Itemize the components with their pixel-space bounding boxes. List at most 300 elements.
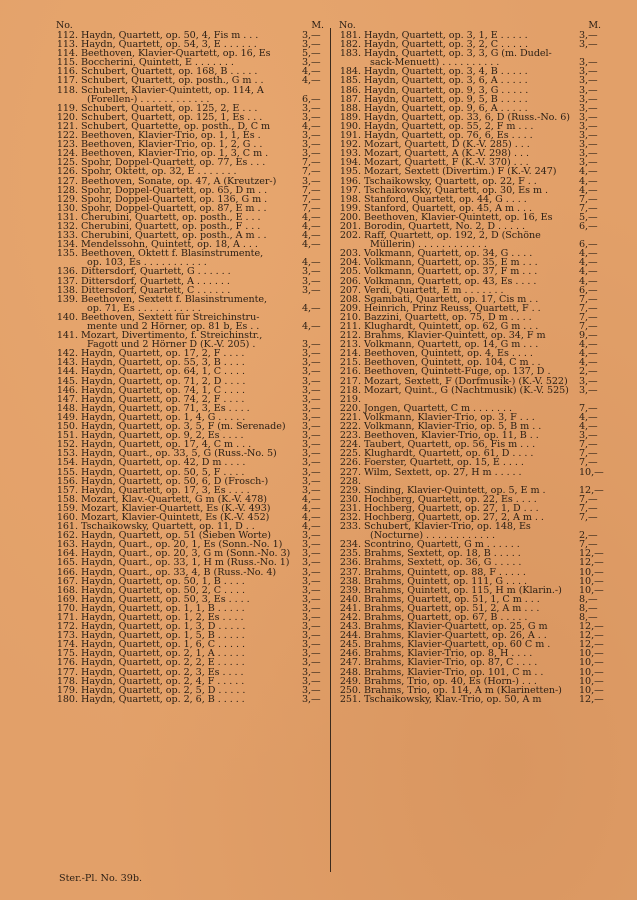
entry-price: 12,— [579,548,604,560]
entry-title: Brahms, Klavier-Quartett, op. 25, G m [364,621,548,633]
entry-price: 3,— [302,457,321,469]
entry-price: 3,— [302,130,321,142]
entry-price: 3,— [302,684,321,696]
entry-title: Tschaikowsky, Quartett, op. 11, D . . [81,521,255,533]
entry-price: 10,— [579,584,604,596]
entry-price: 7,— [302,166,321,178]
entry-number: 113. [56,39,78,51]
entry-price: 3,— [302,548,321,560]
entry-price: 4,— [579,184,598,196]
entry-number: 204. [339,257,361,269]
entry-title: Volkmann, Quartett, op. 43, Es . . . . [364,275,537,287]
entry-price: 8,— [579,593,598,605]
entry-number: 137. [56,275,78,287]
entry-title: Beethoven, Klavier-Quartett, op. 16, Es [81,48,271,60]
entry-title: Beethoven, Quintett, op. 4, Es . . . . [364,348,533,360]
entry-title: Beethoven, Klavier-Trio, op. 1, 1, Es . [81,130,261,142]
entry-price: 7,— [302,184,321,196]
entry-number: 163. [56,539,78,551]
entry-number: 122. [56,130,78,142]
entry-title: Haydn, Quartett, op. 71, 2, D . . . . [81,375,246,387]
entry-number: 222. [339,421,361,433]
entry-price: 7,— [579,402,598,414]
entry-price: 3,— [302,448,321,460]
entry-number: 173. [56,630,78,642]
entry-number: 217. [339,375,361,387]
entry-title: Haydn, Quartett, op. 1, 4, G . . . . . [81,411,246,423]
entry-price: 3,— [302,30,321,41]
entry-number: 182. [339,39,361,51]
entry-title: Beethoven, Sextett f. Blasinstrumente, [81,293,268,305]
entry-number: 236. [339,557,361,569]
entry-title: Brahms, Quintett, op. 115, H m (Klarin.-) [364,584,562,596]
entry-price: 4,— [579,275,598,287]
entry-title: Tschaikowsky, Quartett, op. 22, F . . [364,175,537,187]
entry-number: 206. [339,275,361,287]
entry-number: 171. [56,612,78,623]
entry-number: 235. [339,548,361,560]
entry-number: 161. [56,521,78,533]
entry-price: 4,— [302,211,321,223]
entry-title: Haydn, Quartett, op. 2, 5, D . . . . . [81,684,246,696]
entry-price: 3,— [302,475,321,487]
entry-title: Haydn, Quartett, op. 1, 5, B . . . . . [81,630,245,642]
entry-title: Haydn, Quart., op. 33, 5, G (Russ.-No. 5) [81,448,277,460]
entry-number: 218. [339,384,361,396]
entry-title: Brahms, Trio, op. 40, Es (Horn-) . . . [364,675,537,687]
entry-price: 3,— [579,139,598,151]
entry-title: Hochberg, Quartett, op. 22, Es . . . . [364,493,537,505]
entry-number: 247. [339,657,361,669]
entry-number: 215. [339,357,361,369]
entry-number: 237. [339,566,361,578]
entry-number: 199. [339,202,361,214]
entry-title: Haydn, Quartett, op. 3, 2, C . . . . . [364,39,528,51]
entry-price: 4,— [302,511,321,523]
entry-price: 3,— [302,602,321,614]
entry-title: Sinding, Klavier-Quintett, op. 5, E m . [364,484,546,496]
entry-title: Volkmann, Quartett, op. 37, F m . . . [364,266,538,278]
entry-title: Schubert, Quartett, op. 168, B . . . . . [81,66,258,78]
entry-number: 203. [339,248,361,260]
entry-title: Haydn, Quartett, op. 9, 5, B . . . . . [364,93,528,105]
entry-number: 224. [339,439,361,451]
entry-title: Cherubini, Quartett, op. posth., A m . . [81,230,267,242]
entry-price: 3,— [579,102,598,114]
entry-price: 3,— [579,57,598,69]
entry-price: 4,— [579,248,598,260]
entry-price: 5,— [579,211,598,223]
entry-title: Haydn, Quartett, op. 50, 1, B . . . . [81,575,245,587]
entry-title: Beethoven, Klavier-Trio, op. 1, 3, C m . [81,148,269,160]
entry-title: Beethoven, Sextett für Streichinstru- [81,311,260,323]
entry-title: Boccherini, Quintett, E . . . . . . . [81,57,234,69]
entry-number: 180. [56,693,78,705]
entry-number: 164. [56,548,78,560]
entry-title: (Forellen-) . . . . . . . . . . . . [87,93,210,105]
entry-price: 7,— [579,511,598,523]
entry-title: Cherubini, Quartett, op. posth., E . . . [81,211,261,223]
entry-price: 7,— [579,457,598,469]
entry-title: Haydn, Quartett, op. 50, 3, Es . . . . [81,593,250,605]
entry-number: 187. [339,93,361,105]
entry-number: 226. [339,457,361,469]
number-header: No. [339,20,356,31]
entry-title: Haydn, Quartett, op. 64, 1, C . . . . [81,366,246,378]
entry-price: 3,— [302,139,321,151]
entry-number: 112. [56,30,78,41]
plate-number: Ster.-Pl. No. 39b. [59,873,143,884]
entry-price: 10,— [579,575,604,587]
right-entries [339,30,604,705]
entry-price: 4,— [579,357,598,369]
entry-price: 3,— [302,39,321,51]
entry-price: 10,— [579,566,604,578]
entry-title: Haydn, Quart., op. 20, 1, Es (Sonn.-No. 1) [81,539,283,551]
entry-number: 140. [56,311,78,323]
entry-number: 118. [56,84,78,96]
entry-number: 131. [56,211,78,223]
entry-title: Haydn, Quartett, op. 71, 3, Es . . . . [81,402,250,414]
entry-price: 3,— [579,93,598,105]
entry-title: Brahms, Quintett, op. 88, F . . . . . [364,566,526,578]
entry-number: 166. [56,566,78,578]
entry-number: 240. [339,593,361,605]
entry-price: 3,— [302,175,321,187]
entry-price: 3,— [302,275,321,287]
entry-title: Haydn, Quartett, op. 1, 6, C . . . . . [81,639,245,651]
entry-number: 179. [56,684,78,696]
entry-title: Beethoven, Oktett f. Blasinstrumente, [81,248,264,260]
entry-title: Brahms, Quartett, op. 51, 2, A m . . . [364,602,540,614]
entry-title: Klughardt, Quartett, op. 61, D . . . . [364,448,534,460]
entry-price: 7,— [579,448,598,460]
entry-title: Brahms, Klavier-Trio, op. 87, C . . . . [364,657,538,669]
entry-number: 198. [339,193,361,205]
entry-number: 209. [339,302,361,314]
entry-title: Mozart, Divertimento, f. Streichinstr., [81,330,263,342]
entry-title: Foerster, Quartett, op. 15, E . . . . [364,457,524,469]
entry-number: 124. [56,148,78,160]
entry-title: Mozart, Sextett, F (Dorfmusik-) (K.-V. 522) [364,375,568,387]
entry-price: 3,— [302,575,321,587]
entry-number: 123. [56,139,78,151]
entry-title: op. 103, Es . . . . . . . . . . . [87,257,207,269]
entry-number: 234. [339,539,361,551]
entry-title: Brahms, Sextett, op. 18, B . . . . . [364,548,521,560]
entry-title: Haydn, Quart., op. 33, 4, B (Russ.-No. 4) [81,566,277,578]
entry-number: 167. [56,575,78,587]
entry-price: 4,— [302,75,321,87]
entry-number: 191. [339,130,361,142]
entry-number: 219. [339,393,361,405]
entry-number: 214. [339,348,361,360]
entry-number: 135. [56,248,78,260]
entry-price: 3,— [302,539,321,551]
entry-price: 3,— [302,666,321,678]
entry-price: 4,— [579,421,598,433]
entry-title: Schubert, Klavier-Quintett, op. 114, A [81,84,264,96]
entry-price: 3,— [302,375,321,387]
entry-price: 4,— [302,66,321,78]
entry-price: 9,— [579,330,598,342]
entry-title: Schubert, Klavier-Trio, op. 148, Es [364,521,531,533]
entry-title: Hochberg, Quartett, op. 27, 1, D . . . [364,502,539,514]
entry-number: 194. [339,157,361,169]
entry-number: 221. [339,411,361,423]
entry-number: 134. [56,239,78,251]
entry-number: 148. [56,402,78,414]
entry-title: Brahms, Klavier-Trio, op. 101, C m . . [364,666,544,678]
entry-number: 121. [56,120,78,132]
entry-number: 128. [56,184,78,196]
entry-title: Beethoven, Klavier-Trio, op. 1, 2, G . . [81,139,263,151]
entry-number: 129. [56,193,78,205]
entry-number: 138. [56,284,78,296]
entry-price: 7,— [579,193,598,205]
entry-price: 4,— [579,175,598,187]
entry-title: Haydn, Quartett, op. 3, 4, B . . . . . [364,66,528,78]
entry-price: 3,— [302,102,321,114]
entry-number: 210. [339,311,361,323]
entry-number: 211. [339,321,361,332]
entry-title: Mozart, Quartett, F (K.-V. 370) . . . [364,157,529,169]
entry-price: 4,— [579,166,598,178]
entry-title: Stanford, Quartett, op. 44, G . . . . [364,193,527,205]
entry-title: Cherubini, Quartett, op. posth., F . . . [81,220,261,232]
entry-price: 3,— [579,375,598,387]
entry-number: 116. [56,66,78,78]
entry-price: 10,— [579,666,604,678]
entry-number: 207. [339,284,361,296]
entry-title: Haydn, Quart., op. 20, 3, G m (Sonn.-No. 3) [81,548,291,560]
entry-title: Haydn, Quartett, op. 2, 1, A . . . . . [81,648,245,660]
entry-title: Borodin, Quartett, No. 2, D . . . . . [364,220,526,232]
entry-price: 3,— [579,66,598,78]
entry-title: Jongen, Quartett, C m . . . . . . . [364,402,513,414]
entry-number: 233. [339,521,361,533]
entry-number: 227. [339,466,361,478]
entry-title: Sgambati, Quartett, op. 17, Cis m . . [364,293,539,305]
entry-title: Haydn, Quartett, op. 54, 3, E . . . . . . [81,39,257,51]
entry-title: Scontrino, Quartett, G m . . . . . . [364,539,520,551]
entry-title: Haydn, Quartett, op. 17, 2, F . . . . [81,348,245,360]
entry-number: 188. [339,102,361,114]
entry-number: 178. [56,675,78,687]
entry-price: 3,— [302,566,321,578]
entry-number: 185. [339,75,361,87]
entry-number: 241. [339,602,361,614]
entry-title: Beethoven, Sonate, op. 47, A (Kreutzer-) [81,175,277,187]
entry-title: Haydn, Quartett, op. 1, 2, Es . . . . [81,612,244,623]
entry-title: Haydn, Quartett, op. 17, 4, C m . . . [81,439,252,451]
entry-price: 3,— [302,648,321,660]
entry-number: 160. [56,511,78,523]
entry-title: Spohr, Doppel-Quartett, op. 77, Es . . . [81,157,266,169]
entry-price: 3,— [579,30,598,41]
entry-price: 7,— [302,157,321,169]
entry-number: 200. [339,211,361,223]
price-header: M. [311,20,324,31]
entry-price: 4,— [302,239,321,251]
entry-price: 12,— [579,630,604,642]
entry-title: Haydn, Quartett, op. 2, 3, Es . . . . [81,666,244,678]
entry-price: 3,— [579,430,598,442]
entry-number: 228. [339,475,361,487]
entry-title: Fagott und 2 Hörner D (K.-V. 205) . [87,339,256,351]
price-header: M. [588,20,601,31]
entry-number: 132. [56,220,78,232]
entry-title: Mozart, Quint., G (Nachtmusik) (K.-V. 525) [364,384,569,396]
entry-price: 6,— [579,239,598,251]
entry-number: 196. [339,175,361,187]
entry-number: 197. [339,184,361,196]
entry-number: 184. [339,66,361,78]
entry-number: 231. [339,502,361,514]
entry-number: 114. [56,48,78,60]
entry-price: 7,— [579,539,598,551]
entry-price: 3,— [302,693,321,705]
number-header: No. [56,20,73,31]
entry-number: 162. [56,530,78,542]
entry-title: Haydn, Quartett, op. 50, 6, D (Frosch-) [81,475,269,487]
entry-title: Schubert, Quartett, op. posth., G m . . [81,75,264,87]
entry-number: 246. [339,648,361,660]
entry-number: 159. [56,502,78,514]
entry-number: 245. [339,639,361,651]
entry-number: 147. [56,393,78,405]
entry-title: Beethoven, Klavier-Quintett, op. 16, Es [364,211,553,223]
entry-number: 202. [339,230,361,242]
entry-price: 4,— [302,321,321,332]
entry-title: Stanford, Quartett, op. 45, A m . . . [364,202,533,214]
entry-price: 4,— [579,257,598,269]
entry-title: Volkmann, Klavier-Trio, op. 5, B m . . [364,421,542,433]
entry-title: Brahms, Klavier-Quartett, op. 26, A . . [364,630,547,642]
entry-price: 3,— [302,384,321,396]
entry-number: 119. [56,102,78,114]
entry-title: Dittersdorf, Quartett, G . . . . . . [81,266,231,278]
entry-number: 156. [56,475,78,487]
entry-title: Haydn, Quart., op. 33, 1, H m (Russ.-No. 1) [81,557,290,569]
entry-title: Bazzini, Quartett, op. 75, D m . . . . [364,311,532,323]
entry-price: 3,— [579,111,598,123]
entry-title: Beethoven, Quintett-Fuge, op. 137, D . [364,366,551,378]
entry-price: 12,— [579,484,604,496]
entry-number: 212. [339,330,361,342]
entry-number: 186. [339,84,361,96]
entry-price: 3,— [579,148,598,160]
entry-price: 3,— [302,530,321,542]
entry-price: 3,— [302,430,321,442]
entry-title: Volkmann, Klavier-Trio, op. 3, F . . . [364,411,535,423]
entry-title: Spohr, Oktett, op. 32, E . . . . . . . [81,166,237,178]
entry-title: Haydn, Quartett, op. 1, 3, D . . . . . [81,621,246,633]
entry-price: 7,— [579,293,598,305]
catalog-entry [339,693,604,705]
entry-price: 6,— [579,220,598,232]
entry-price: 10,— [579,466,604,478]
entry-title: Taubert, Quartett, op. 56, Fis m . . . [364,439,536,451]
entry-title: Spohr, Doppel-Quartett, op. 87, E m . . [81,202,267,214]
entry-title: Haydn, Quartett, op. 3, 3, G (m. Dudel- [364,48,552,60]
entry-number: 213. [339,339,361,351]
entry-price: 4,— [302,220,321,232]
entry-title: Spohr, Doppel-Quartett, op. 65, D m . . [81,184,268,196]
entry-number: 175. [56,648,78,660]
entry-price: 12,— [579,639,604,651]
entry-title: Wilm, Sextett, op. 27, H m . . . . . [364,466,522,478]
entry-number: 216. [339,366,361,378]
entry-number: 248. [339,666,361,678]
entry-price: 3,— [579,39,598,51]
entry-title: Haydn, Quartett, op. 3, 6, A . . . . . [364,75,528,87]
entry-number: 153. [56,448,78,460]
entry-price: 4,— [302,493,321,505]
entry-title: Mozart, Klavier-Quartett, Es (K.-V. 493) [81,502,271,514]
entry-title: Haydn, Quartett, op. 55, 3, B . . . . [81,357,245,369]
entry-price: 3,— [302,621,321,633]
entry-number: 251. [339,693,361,705]
entry-number: 193. [339,148,361,160]
entry-title: Haydn, Quartett, op. 50, 5, F . . . . [81,466,245,478]
entry-price: 3,— [302,612,321,623]
entry-title: Haydn, Quartett, op. 9, 3, G . . . . . [364,84,529,96]
entry-title: Haydn, Quartett, op. 74, 1, C . . . . [81,384,246,396]
entry-price: 3,— [302,57,321,69]
entry-number: 225. [339,448,361,460]
entry-title: Schubert, Quartett, op. 125, 1, Es . . . [81,111,263,123]
entry-price: 7,— [579,439,598,451]
entry-title: sack-Menuett) . . . . . . . . . . [370,57,500,69]
entry-price: 4,— [579,339,598,351]
entry-number: 133. [56,230,78,242]
entry-number: 155. [56,466,78,478]
entry-price: 7,— [579,321,598,332]
entry-number: 176. [56,657,78,669]
entry-title: Haydn, Quartett, op. 3, 5, F (m. Serenade) [81,421,286,433]
entry-number: 249. [339,675,361,687]
entry-number: 244. [339,630,361,642]
entry-title: Verdi, Quartett, E m . . . . . . . [364,284,504,296]
catalog-entry [339,466,604,478]
entry-price: 4,— [302,302,321,314]
entry-price: 8,— [579,612,598,623]
entry-number: 144. [56,366,78,378]
entry-price: 3,— [302,584,321,596]
entry-price: 2,— [579,366,598,378]
entry-price: 7,— [579,202,598,214]
entry-number: 169. [56,593,78,605]
entry-title: Brahms, Quartett, op. 51, 1, C m . . . [364,593,540,605]
entry-number: 149. [56,411,78,423]
entry-price: 3,— [302,148,321,160]
entry-price: 3,— [302,357,321,369]
entry-title: Haydn, Quartett, op. 74, 2, F . . . . [81,393,245,405]
entry-number: 117. [56,75,78,87]
entry-price: 3,— [302,421,321,433]
entry-title: Mozart, Quartett, D (K.-V. 285) . . . [364,139,530,151]
entry-price: 3,— [579,120,598,132]
entry-price: 2,— [579,530,598,542]
entry-number: 230. [339,493,361,505]
entry-price: 6,— [579,284,598,296]
entry-price: 7,— [579,302,598,314]
entry-number: 157. [56,484,78,496]
entry-title: Mozart, Sextett (Divertim.) F (K.-V. 247) [364,166,557,178]
entry-title: Haydn, Quartett, op. 9, 6, A . . . . . [364,102,528,114]
entry-number: 232. [339,511,361,523]
